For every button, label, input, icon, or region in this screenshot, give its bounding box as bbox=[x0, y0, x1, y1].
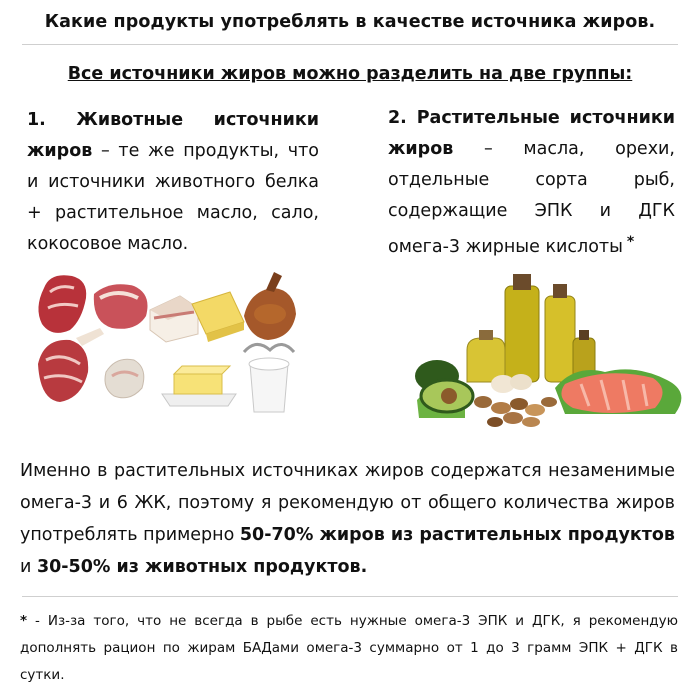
recommendation-text-2: и bbox=[20, 557, 37, 577]
groups-subtitle: Все источники жиров можно разделить на две группы: bbox=[67, 64, 633, 84]
animal-sources-block bbox=[27, 105, 319, 260]
footnote-marker: * bbox=[626, 234, 635, 250]
footnote-star: * bbox=[20, 613, 28, 629]
plant-foods-image bbox=[405, 268, 695, 438]
page-title: Какие продукты употреблять в качестве источника жиров. bbox=[44, 12, 656, 32]
recommendation-animal-share: 30-50% из животных продуктов. bbox=[36, 557, 368, 577]
plant-sources-text: – масла, орехи, отдельные сорта рыб, содержащие ЭПК и ДГК омега-3 жирные кислоты bbox=[388, 139, 675, 257]
recommendation-paragraph bbox=[20, 455, 675, 583]
footnote-text: - Из-за того, что не всегда в рыбе есть нужные омега-3 ЭПК и ДГК, я рекомендую дополнять рацион по жирам БАДами омега-3 суммарно от 1 до 3 грамм ЭПК + ДГК в сутки. bbox=[20, 613, 678, 683]
recommendation-text-1: Именно в растительных источниках жиров содержатся незаменимые омега-3 и 6 ЖК, поэтому я рекомендую от общего количества жиров употреблять примерно bbox=[20, 461, 675, 545]
footnote-divider bbox=[22, 596, 678, 597]
animal-foods-image bbox=[30, 268, 330, 420]
top-divider bbox=[22, 44, 678, 45]
plant-sources-block bbox=[388, 103, 675, 263]
animal-sources-text: – те же продукты, что и источники животного белка + растительное масло, сало, кокосовое масло. bbox=[27, 141, 319, 254]
recommendation-plant-share: 50-70% жиров из растительных продуктов bbox=[239, 525, 675, 545]
animal-sources-heading: 1. Животные источники жиров bbox=[27, 110, 319, 161]
footnote bbox=[20, 608, 678, 689]
plant-sources-heading: 2. Растительные источники жиров bbox=[388, 108, 675, 159]
